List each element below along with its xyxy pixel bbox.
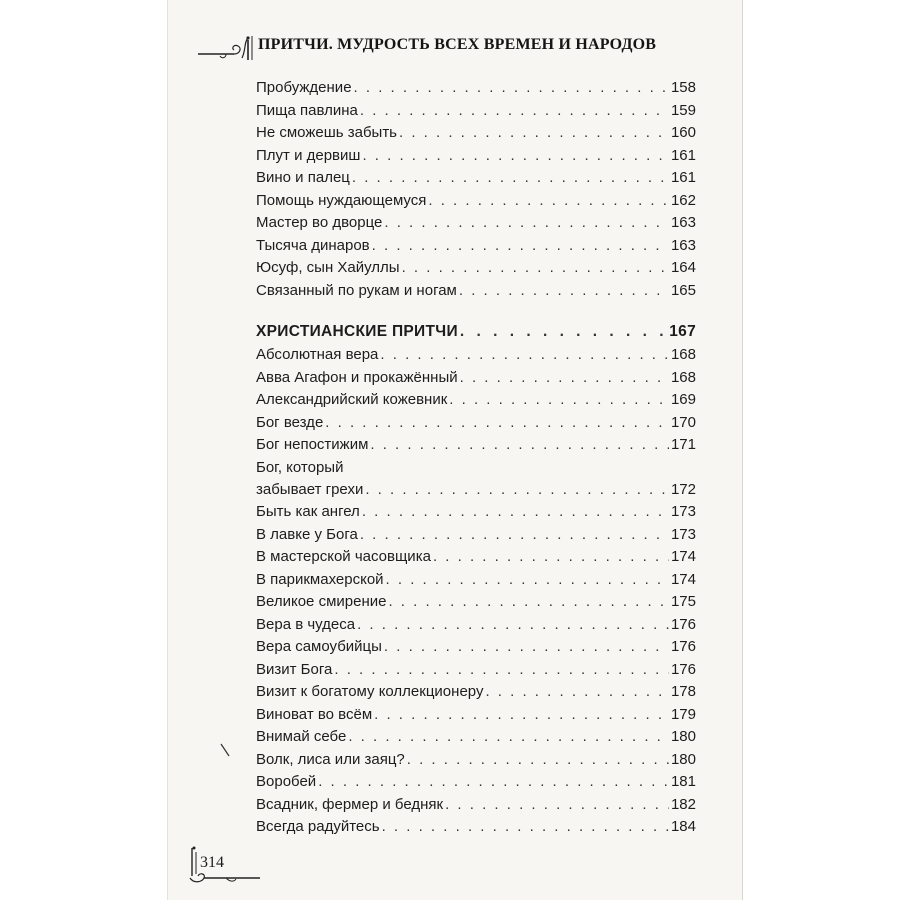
toc-entry-title: Абсолютная вера bbox=[256, 346, 379, 363]
toc-entry-title: Волк, лиса или заяц? bbox=[256, 750, 405, 768]
toc-entry bbox=[256, 257, 696, 280]
dot-leader bbox=[460, 367, 669, 390]
toc-entry bbox=[256, 569, 696, 592]
dot-leader bbox=[402, 257, 669, 280]
toc-entry-title: Всегда радуйтесь bbox=[256, 818, 380, 835]
toc-entry bbox=[256, 280, 696, 303]
toc-entry-page: 165 bbox=[670, 281, 696, 299]
toc-entry-page: 164 bbox=[670, 259, 696, 276]
toc-entry-title: забывает грехи bbox=[256, 480, 364, 498]
toc-entry-page: 161 bbox=[670, 169, 696, 186]
dot-leader bbox=[399, 122, 669, 145]
toc-entry-title: Вера в чудеса bbox=[256, 615, 356, 633]
toc-entry bbox=[256, 636, 696, 659]
toc-entry bbox=[256, 591, 696, 614]
toc-entry bbox=[256, 212, 696, 235]
toc-entry-title: Бог, который bbox=[256, 458, 344, 476]
toc-entry-title: Юсуф, сын Хайуллы bbox=[256, 259, 400, 276]
toc-entry bbox=[256, 816, 696, 839]
dot-leader bbox=[357, 614, 669, 637]
dot-leader bbox=[374, 704, 669, 727]
toc-entry-page: 171 bbox=[670, 436, 696, 453]
toc-entry-title: ХРИСТИАНСКИЕ ПРИТЧИ bbox=[256, 323, 458, 340]
toc-entry-title: Пища павлина bbox=[256, 101, 358, 119]
toc-entry-page: 180 bbox=[670, 750, 696, 768]
toc-entry-page: 163 bbox=[670, 236, 696, 254]
toc-entry bbox=[256, 659, 696, 682]
dot-leader bbox=[384, 212, 669, 235]
toc-entry bbox=[256, 524, 696, 547]
footer-ornament-icon bbox=[186, 846, 266, 886]
toc-entry bbox=[256, 235, 696, 258]
toc-entry bbox=[256, 389, 696, 412]
toc-entry-title: Плут и дервиш bbox=[256, 146, 361, 164]
toc-entry bbox=[256, 145, 696, 168]
toc-entry-page: 175 bbox=[670, 593, 696, 610]
toc-entry-title: Внимай себе bbox=[256, 728, 347, 745]
toc-entry bbox=[256, 614, 696, 637]
toc-entry bbox=[256, 794, 696, 817]
toc-entry-title: Быть как ангел bbox=[256, 503, 360, 520]
dot-leader bbox=[382, 816, 669, 839]
dot-leader bbox=[354, 77, 669, 100]
toc-entry bbox=[256, 771, 696, 794]
dot-leader bbox=[449, 389, 669, 412]
dot-leader bbox=[370, 434, 669, 457]
toc-entry-title: Связанный по рукам и ногам bbox=[256, 281, 457, 299]
dot-leader bbox=[360, 100, 669, 123]
toc-entry-page: 181 bbox=[670, 773, 696, 790]
dot-leader bbox=[362, 145, 669, 168]
toc-entry-page: 176 bbox=[670, 615, 696, 633]
toc-entry bbox=[256, 681, 696, 704]
toc-entry bbox=[256, 100, 696, 123]
toc-entry-title: Бог везде bbox=[256, 413, 324, 431]
toc-entry bbox=[256, 501, 696, 524]
section-spacer bbox=[256, 302, 696, 320]
dot-leader bbox=[459, 280, 669, 303]
toc-entry bbox=[256, 77, 696, 100]
dot-leader bbox=[348, 726, 669, 749]
toc-entry bbox=[256, 367, 696, 390]
dot-leader bbox=[445, 794, 669, 817]
toc-entry-page: 161 bbox=[670, 146, 696, 164]
toc-entry-title: В лавке у Бога bbox=[256, 525, 358, 543]
dot-leader bbox=[485, 681, 669, 704]
toc-entry-page: 160 bbox=[670, 124, 696, 141]
dot-leader bbox=[325, 412, 669, 435]
toc-entry-title: Виноват во всём bbox=[256, 705, 373, 723]
toc-entry-page: 182 bbox=[670, 795, 696, 813]
toc-entry bbox=[256, 122, 696, 145]
toc-entry-page: 173 bbox=[670, 525, 696, 543]
toc-entry bbox=[256, 412, 696, 435]
toc-entry-title: В мастерской часовщика bbox=[256, 548, 431, 565]
dot-leader bbox=[460, 320, 667, 344]
toc-entry-title: Вино и палец bbox=[256, 169, 350, 186]
toc-entry bbox=[256, 726, 696, 749]
toc-entry-title: Помощь нуждающемуся bbox=[256, 191, 427, 209]
toc-entry bbox=[256, 434, 696, 457]
toc-entry bbox=[256, 546, 696, 569]
dot-leader bbox=[386, 569, 669, 592]
toc-entry-page: 163 bbox=[670, 214, 696, 231]
toc-entry-page: 184 bbox=[670, 818, 696, 835]
toc-entry-title: Мастер во дворце bbox=[256, 214, 383, 231]
dot-leader bbox=[433, 546, 669, 569]
toc-entry-page: 158 bbox=[670, 79, 696, 96]
dot-leader bbox=[362, 501, 669, 524]
toc-entry-page: 173 bbox=[670, 503, 696, 520]
dot-leader bbox=[428, 190, 669, 213]
toc-entry-title: Тысяча динаров bbox=[256, 236, 370, 254]
toc-entry-page: 174 bbox=[670, 570, 696, 588]
toc-entry-page: 168 bbox=[670, 346, 696, 363]
toc-entry-page: 180 bbox=[670, 728, 696, 745]
toc-entry bbox=[256, 190, 696, 213]
toc-entry-page: 169 bbox=[670, 391, 696, 408]
dot-leader bbox=[384, 636, 669, 659]
toc-entry-title: Бог непостижим bbox=[256, 436, 369, 453]
toc-entry-title: Воробей bbox=[256, 773, 317, 790]
toc-entry-title: Великое смирение bbox=[256, 593, 387, 610]
toc-entry-page: 176 bbox=[670, 638, 696, 655]
dot-leader bbox=[372, 235, 669, 258]
toc-entry-title: В парикмахерской bbox=[256, 570, 384, 588]
toc-entry-page: 179 bbox=[670, 705, 696, 723]
toc-entry-page: 168 bbox=[670, 368, 696, 386]
toc-entry-page: 172 bbox=[670, 480, 696, 498]
dot-leader bbox=[352, 167, 669, 190]
dot-leader bbox=[380, 344, 669, 367]
toc-entry-title: Авва Агафон и прокажённый bbox=[256, 368, 458, 386]
dot-leader bbox=[334, 659, 669, 682]
dot-leader bbox=[407, 749, 669, 772]
toc-entry-title: Пробуждение bbox=[256, 79, 352, 96]
toc-entry-page: 178 bbox=[670, 683, 696, 700]
toc-entry bbox=[256, 749, 696, 772]
toc-entry-page: 170 bbox=[670, 413, 696, 431]
toc-entry-page: 159 bbox=[670, 101, 696, 119]
toc-entry-page: 176 bbox=[670, 660, 696, 678]
toc-entry bbox=[256, 704, 696, 727]
page-number: 314 bbox=[200, 854, 224, 871]
toc-entry bbox=[256, 167, 696, 190]
toc-section-heading bbox=[256, 320, 696, 344]
toc-entry-title: Александрийский кожевник bbox=[256, 391, 448, 408]
header-ornament-icon bbox=[196, 34, 256, 62]
pen-mark-icon bbox=[220, 743, 230, 757]
toc-entry bbox=[256, 479, 696, 502]
header-title: ПРИТЧИ. МУДРОСТЬ ВСЕХ ВРЕМЕН И НАРОДОВ bbox=[258, 36, 657, 53]
toc-entry-page: 174 bbox=[670, 548, 696, 565]
dot-leader bbox=[318, 771, 669, 794]
dot-leader bbox=[365, 479, 669, 502]
toc-entry-title: Всадник, фермер и бедняк bbox=[256, 795, 444, 813]
toc-entry-title: Визит Бога bbox=[256, 660, 333, 678]
toc-entry-page: 167 bbox=[669, 323, 696, 340]
dot-leader bbox=[360, 524, 669, 547]
running-header bbox=[196, 30, 656, 66]
page-footer bbox=[186, 846, 266, 886]
toc-entry-title: Не сможешь забыть bbox=[256, 124, 397, 141]
toc-entry bbox=[256, 344, 696, 367]
toc-entry-page: 162 bbox=[670, 191, 696, 209]
toc-entry-title: Визит к богатому коллекционеру bbox=[256, 683, 484, 700]
table-of-contents bbox=[256, 77, 696, 839]
toc-entry bbox=[256, 457, 696, 479]
toc-entry-title: Вера самоубийцы bbox=[256, 638, 382, 655]
dot-leader bbox=[388, 591, 669, 614]
